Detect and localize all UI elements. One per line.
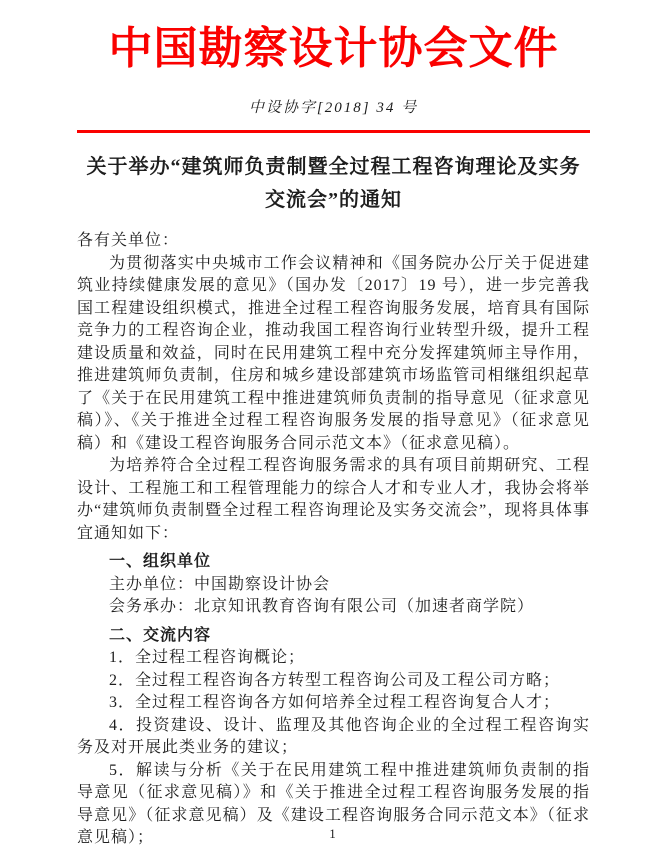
document-body [77,230,590,850]
page-number: 1 [329,826,336,841]
organizer-line: 会务承办：北京知讯教育咨询有限公司（加速者商学院） [109,598,535,615]
agenda-item-2: 2．全过程工程咨询各方转型工程咨询公司及工程公司方略； [109,671,561,689]
agenda-item-4: 4．投资建设、设计、监理及其他咨询企业的全过程工程咨询实务及对开展此类业务的建议； [77,716,590,756]
agenda-item-1: 1．全过程工程咨询概论； [109,649,306,666]
host-unit-line: 主办单位：中国勘察设计协会 [109,575,331,593]
red-divider [77,130,590,133]
intro-paragraph-1: 为贯彻落实中央城市工作会议精神和《国务院办公厅关于促进建筑业持续健康发展的意见》（国办发〔2017〕19 号），进一步完善我国工程建设组织模式，推进全过程工程咨询服务发展，培育具有国际竞争力的工程咨询企业，推动我国工程咨询行业转型升级，提升工程建设质量和效益，同时在民用建筑工程中充分发挥建筑师主导作用，推进建筑师负责制，住房和城乡建设部建筑市场监管司相继组织起草了《关于在民用建筑工程中推进建筑师负责制的指导意见（征求意见稿）》、《关于推进全过程工程咨询服务发展的指导意见》（征求意见稿）和《建设工程咨询服务合同示范文本》（征求意见稿）。 [77,254,590,452]
salutation: 各有关单位： [77,232,180,249]
masthead-title: 中国勘察设计协会文件 [108,24,559,73]
section-1-heading: 一、组织单位 [109,553,212,570]
doc-number: 中设协字[2018] 34 号 [248,100,419,116]
agenda-item-5: 5．解读与分析《关于在民用建筑工程中推进建筑师负责制的指导意见（征求意见稿）》和《关于推进全过程工程咨询服务发展的指导意见》（征求意见稿）及《建设工程咨询服务合同示范文本》（征求意见稿）； [77,761,590,846]
agenda-item-3: 3．全过程工程咨询各方如何培养全过程工程咨询复合人才； [109,694,561,711]
intro-paragraph-2: 为培养符合全过程工程咨询服务需求的具有项目前期研究、工程设计、工程施工和工程管理能力的综合人才和专业人才，我协会将举办“建筑师负责制暨全过程工程咨询理论及实务交流会”，现将具体事宜通知如下： [77,457,590,542]
notice-title-line2: 交流会”的通知 [265,189,402,211]
notice-title-line1: 关于举办“建筑师负责制暨全过程工程咨询理论及实务 [86,156,581,178]
section-2-heading: 二、交流内容 [109,626,212,644]
notice-title [77,151,590,217]
